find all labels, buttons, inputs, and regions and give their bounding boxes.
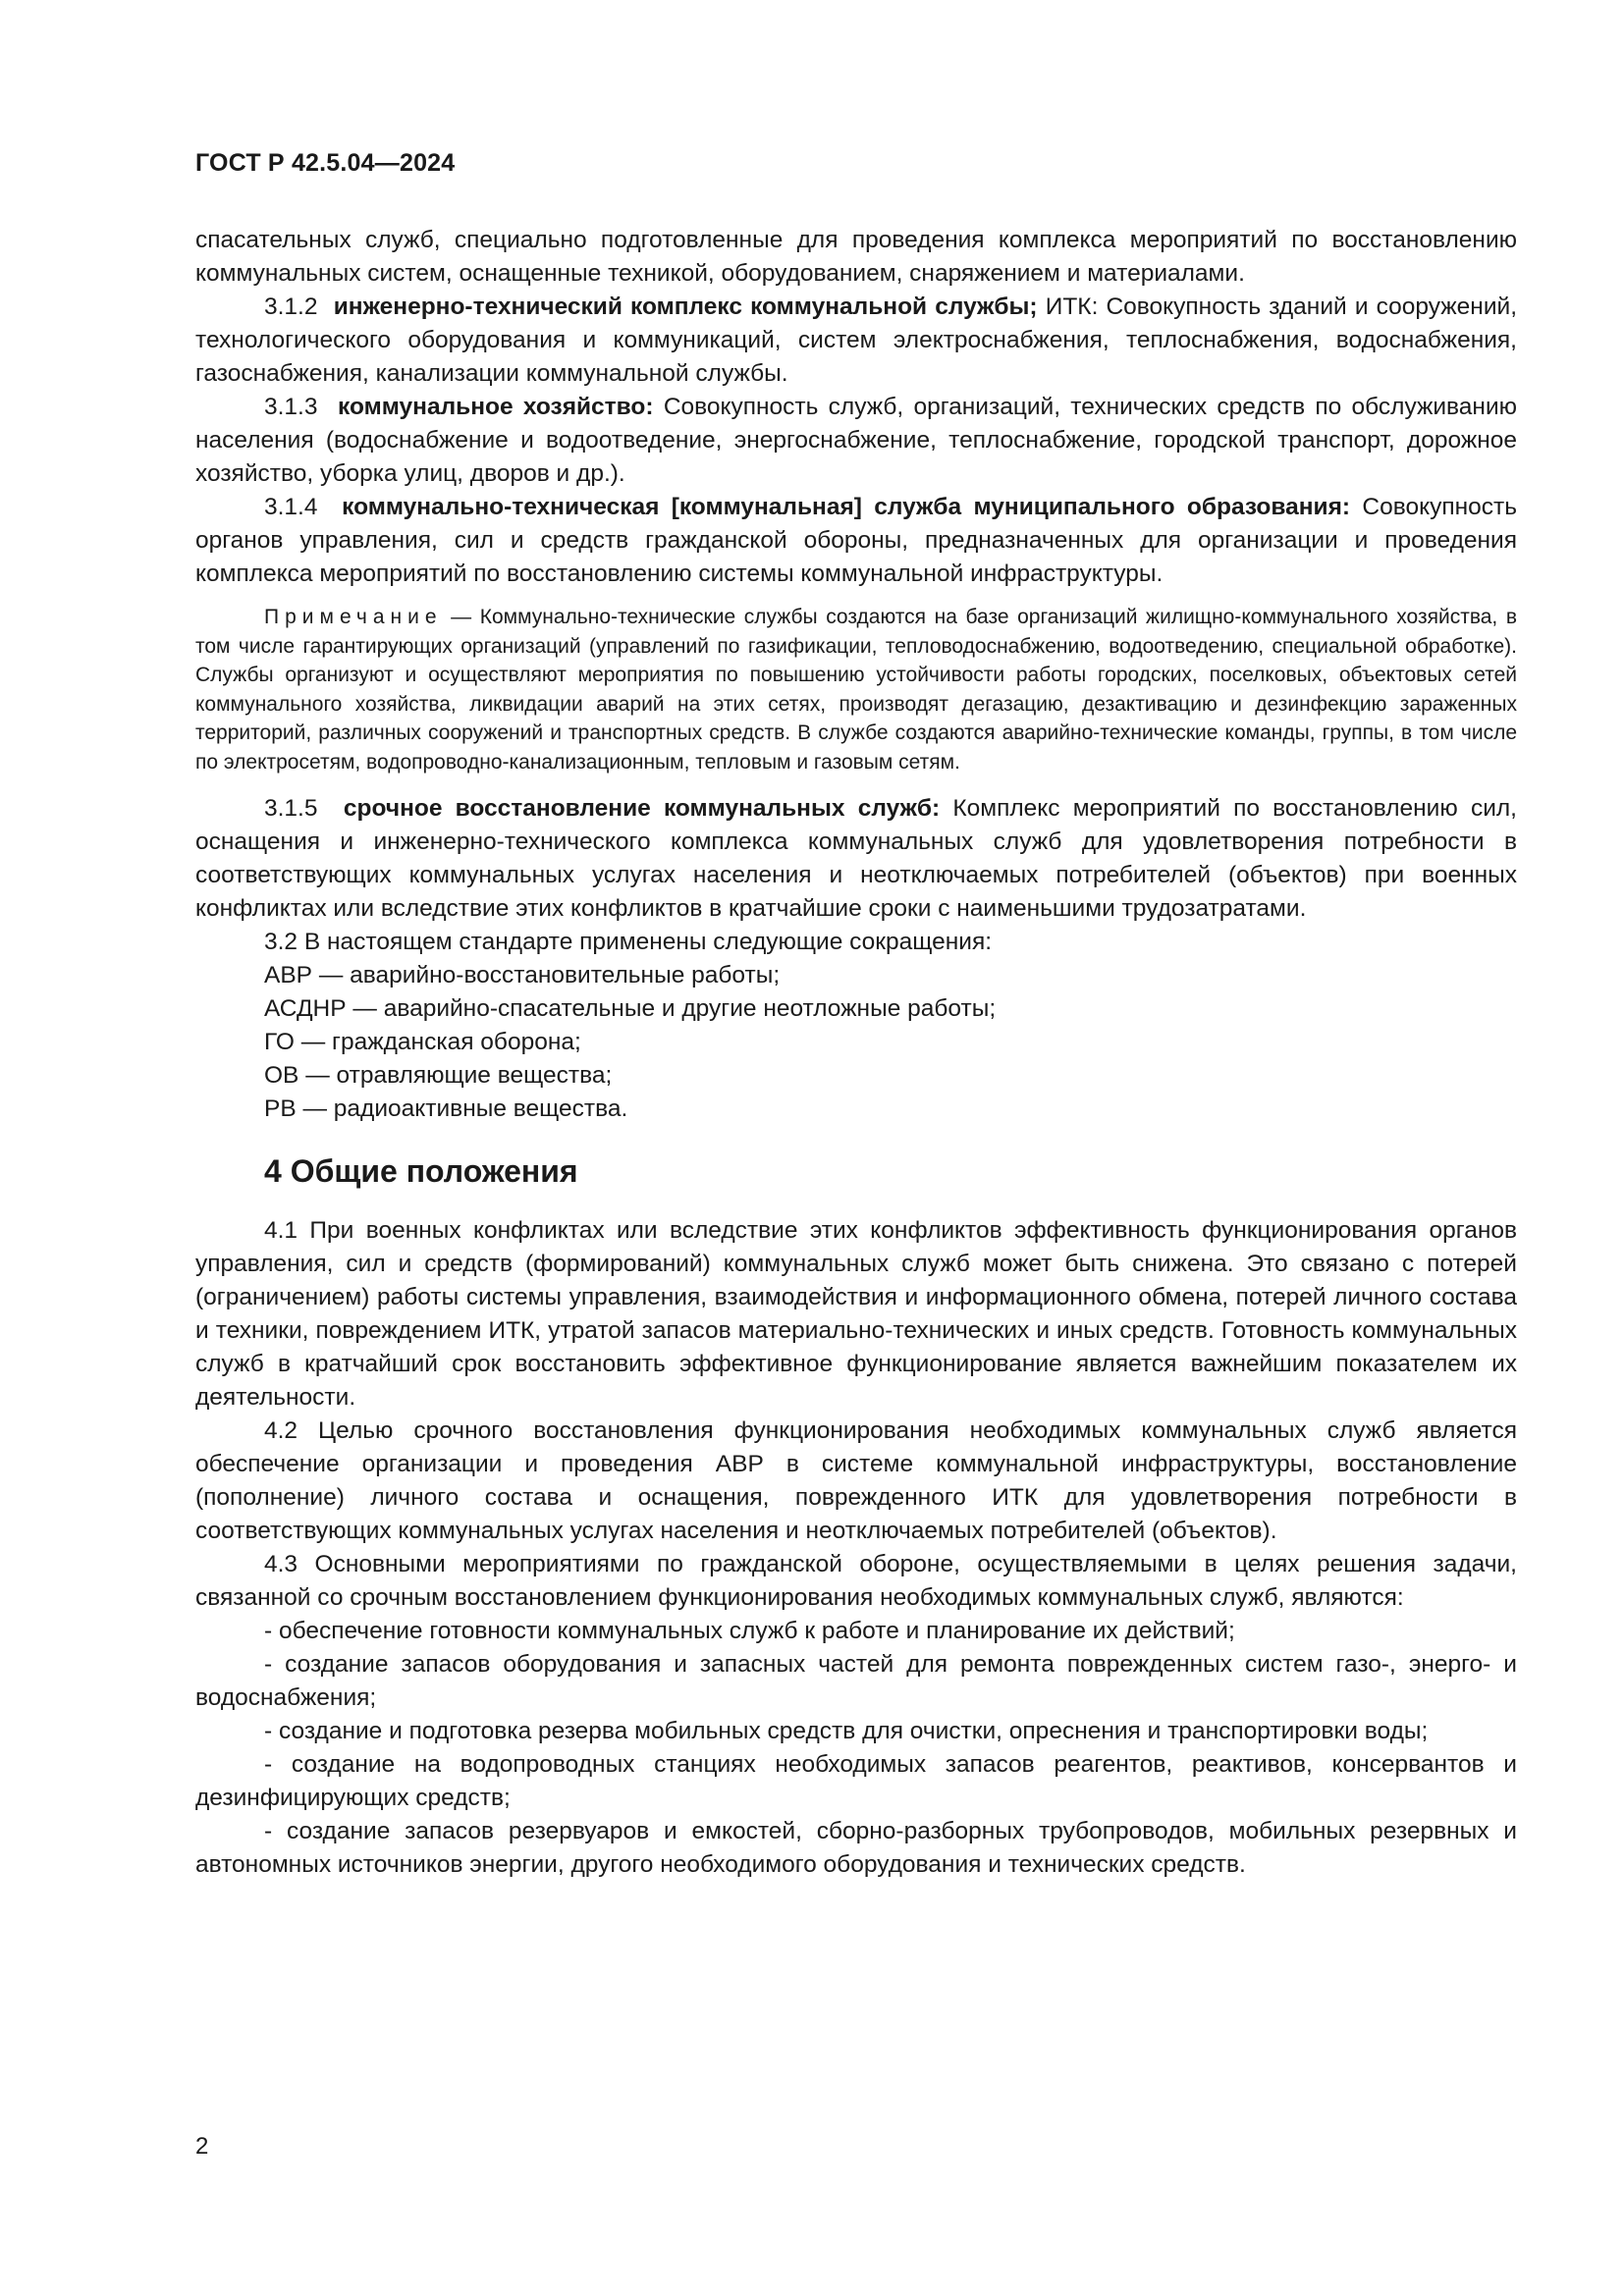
definition-number: 3.1.3 (264, 394, 318, 420)
abbreviation-item: РВ — радиоактивные вещества. (264, 1095, 628, 1122)
definition-term: инженерно-технический комплекс коммунальной службы; (333, 294, 1038, 320)
list-item: - создание запасов резервуаров и емкостей, сборно-разборных трубопроводов, мобильных резервных и автономных источников энергии, другого необходимого оборудования и технических средств. (195, 1818, 1517, 1878)
definition-term: коммунальное хозяйство: (338, 394, 654, 420)
paragraph-4-1: 4.1 При военных конфликтах или вследствие этих конфликтов эффективность функционирования органов управления, сил и средств (формирований) коммунальных служб может быть снижена. Это связано с потерей (ограничением) работы системы управления, взаимодействия и информационного обмена, потерей личного состава и техники, повреждением ИТК, утратой запасов материально-технических и иных средств. Готовность коммунальных служб в кратчайший срок восстановить эффективное функционирование является важнейшим показателем их деятельности. (195, 1217, 1517, 1411)
definition-text: Комплекс мероприятий по восстановлению сил, оснащения и инженерно-технического комплекса коммунальных служб для удовлетворения потребности в соответствующих коммунальных услугах населения и неотключаемых потребителей (объектов) при военных конфликтах или вследствие этих конфликтов в кратчайшие сроки с наименьшими трудозатратами. (195, 795, 1517, 922)
abbreviation-item: ОВ — отравляющие вещества; (264, 1062, 613, 1089)
list-item: - создание и подготовка резерва мобильных средств для очистки, опреснения и транспортировки воды; (264, 1718, 1429, 1744)
definition-term: срочное восстановление коммунальных служб: (343, 795, 941, 822)
definition-text: Совокупность служб, организаций, технических средств по обслуживанию населения (водоснабжение и водоотведение, энергоснабжение, теплоснабжение, городской транспорт, дорожное хозяйство, уборка улиц, дворов и др.). (195, 394, 1518, 487)
definition-number: 3.1.5 (264, 795, 318, 822)
abbreviation-item: ГО — гражданская оборона; (264, 1029, 581, 1055)
abbreviations-intro: 3.2 В настоящем стандарте применены следующие сокращения: (264, 929, 993, 955)
list-item: - обеспечение готовности коммунальных служб к работе и планирование их действий; (264, 1618, 1235, 1644)
definition-text: Совокупность органов управления, сил и средств гражданской обороны, предназначенных для организации и проведения комплекса мероприятий по восстановлению системы коммунальной инфраструктуры. (195, 494, 1517, 587)
paragraph-4-2: 4.2 Целью срочного восстановления функционирования необходимых коммунальных служб является обеспечение организации и проведения АВР в системе коммунальной инфраструктуры, восстановление (пополнение) личного состава и оснащения, поврежденного ИТК для удовлетворения потребности в соответствующих коммунальных услугах населения и неотключаемых потребителей (объектов). (195, 1417, 1517, 1544)
note-paragraph (195, 603, 1517, 776)
abbreviation-item: АСДНР — аварийно-спасательные и другие неотложные работы; (264, 995, 997, 1022)
definition-3-1-4 (195, 491, 1517, 591)
definition-text: ИТК: Совокупность зданий и сооружений, технологического оборудования и коммуникаций, систем электроснабжения, теплоснабжения, водоснабжения, газоснабжения, канализации коммунальной службы. (195, 294, 1518, 387)
paragraph-4-3: 4.3 Основными мероприятиями по гражданской обороне, осуществляемыми в целях решения задачи, связанной со срочным восстановлением функционирования необходимых коммунальных служб, являются: (195, 1551, 1517, 1611)
abbreviation-item: АВР — аварийно-восстановительные работы; (264, 962, 781, 988)
document-body (195, 224, 1517, 1882)
definition-number: 3.1.4 (264, 494, 318, 520)
list-item: - создание запасов оборудования и запасных частей для ремонта поврежденных систем газо-, энерго- и водоснабжения; (195, 1651, 1517, 1711)
definition-3-1-5 (195, 792, 1517, 926)
definition-number: 3.1.2 (264, 294, 318, 320)
definition-3-1-3 (195, 391, 1517, 491)
definition-term: коммунально-техническая [коммунальная] служба муниципального образования: (342, 494, 1351, 520)
section-heading: 4 Общие положения (264, 1153, 578, 1189)
page-number: 2 (195, 2133, 209, 2160)
note-text: — Коммунально-технические службы создаются на базе организаций жилищно-коммунального хозяйства, в том числе гарантирующих организаций (управлений по газификации, тепловодоснабжению, водоотведению, специальной обработке). Службы организуют и осуществляют мероприятия по повышению устойчивости работы городских, поселковых, объектовых сетей коммунального хозяйства, ликвидации аварий на этих сетях, производят дегазацию, дезактивацию и дезинфекцию зараженных территорий, различных сооружений и транспортных средств. В службе создаются аварийно-технические команды, группы, в том числе по электросетям, водопроводно-канализационным, тепловым и газовым сетям. (195, 606, 1517, 774)
note-label: Примечание (264, 606, 443, 628)
paragraph-continuation: спасательных служб, специально подготовленные для проведения комплекса мероприятий по восстановлению коммунальных систем, оснащенные техникой, оборудованием, снаряжением и материалами. (195, 227, 1517, 287)
definition-3-1-2 (195, 291, 1517, 391)
list-item: - создание на водопроводных станциях необходимых запасов реагентов, реактивов, консервантов и дезинфицирующих средств; (195, 1751, 1517, 1811)
document-header: ГОСТ Р 42.5.04—2024 (195, 149, 456, 177)
